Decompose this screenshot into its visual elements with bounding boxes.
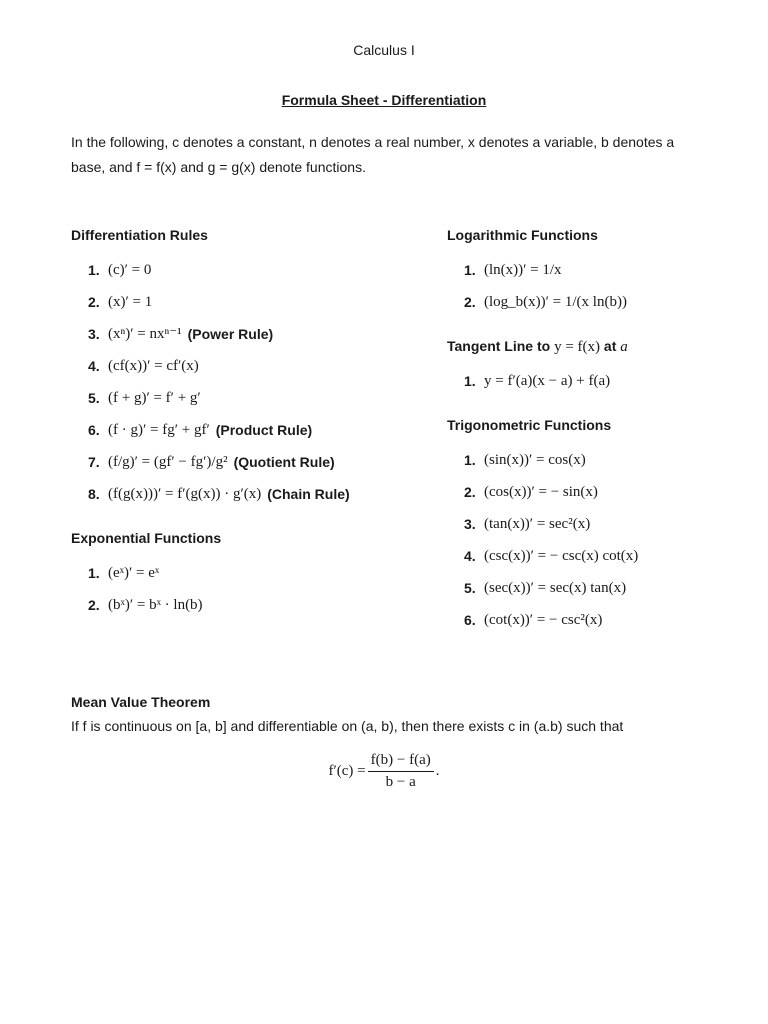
item-number: 6. <box>464 612 476 628</box>
mvt-statement: If f is continuous on [a, b] and differentiable on (a, b), then there exists c in (a.b) such that <box>71 718 624 734</box>
exponential-functions-section <box>71 527 421 621</box>
section-heading: Logarithmic Functions <box>447 227 598 243</box>
formula: (ln(x))′ = 1/x <box>484 262 562 278</box>
rule-name: (Product Rule) <box>215 422 313 438</box>
trigonometric-functions-section <box>447 414 747 636</box>
formula: (cos(x))′ = − sin(x) <box>484 484 598 500</box>
list-item <box>464 476 747 508</box>
item-number: 3. <box>88 326 100 342</box>
intro-paragraph: In the following, c denotes a constant, n denotes a real number, x denotes a variable, b denotes a base, and f = f(x) and g = g(x) denote functions. <box>71 134 675 175</box>
list-item <box>88 318 421 350</box>
rule-name: (Chain Rule) <box>267 486 350 502</box>
list-item <box>88 350 421 382</box>
page-title: Formula Sheet - Differentiation <box>281 92 487 108</box>
list-item <box>464 286 747 318</box>
item-number: 1. <box>464 452 476 468</box>
formula: (f(g(x)))′ = f′(g(x)) · g′(x) <box>108 486 262 502</box>
rule-name: (Power Rule) <box>187 326 274 342</box>
item-number: 2. <box>88 294 100 310</box>
logarithmic-functions-section <box>447 224 747 318</box>
mvt-numerator: f(b) − f(a) <box>368 752 434 772</box>
left-column <box>71 224 421 638</box>
formula: (sec(x))′ = sec(x) tan(x) <box>484 580 627 596</box>
differentiation-rules-section <box>71 224 421 510</box>
item-number: 2. <box>88 597 100 613</box>
item-number: 5. <box>88 390 100 406</box>
section-heading: Exponential Functions <box>71 530 222 546</box>
formula: (csc(x))′ = − csc(x) cot(x) <box>484 548 639 564</box>
formula: (cot(x))′ = − csc²(x) <box>484 612 603 628</box>
formula: (f · g)′ = fg′ + gf′ <box>108 422 210 438</box>
item-number: 2. <box>464 294 476 310</box>
list-item <box>88 446 421 478</box>
list-item <box>88 414 421 446</box>
item-number: 2. <box>464 484 476 500</box>
item-number: 8. <box>88 486 100 502</box>
list-item <box>464 444 747 476</box>
rule-name: (Quotient Rule) <box>233 454 335 470</box>
formula: y = f′(a)(x − a) + f(a) <box>484 373 611 389</box>
mvt-fraction <box>368 752 434 791</box>
list-item <box>88 254 421 286</box>
formula: (tan(x))′ = sec²(x) <box>484 516 591 532</box>
section-heading <box>447 335 747 357</box>
item-number: 1. <box>88 565 100 581</box>
list-item <box>464 540 747 572</box>
list-item <box>464 604 747 636</box>
list-item <box>464 365 747 397</box>
item-number: 1. <box>464 262 476 278</box>
item-number: 1. <box>88 262 100 278</box>
formula: (log_b(x))′ = 1/(x ln(b)) <box>484 294 627 310</box>
item-number: 3. <box>464 516 476 532</box>
list-item <box>464 508 747 540</box>
formula: (xⁿ)′ = nxⁿ⁻¹ <box>108 326 182 342</box>
section-heading: Differentiation Rules <box>71 227 208 243</box>
heading-math: y = f(x) <box>554 339 601 355</box>
heading-prefix: Tangent Line to <box>447 338 551 354</box>
item-number: 6. <box>88 422 100 438</box>
tangent-line-section <box>447 335 747 397</box>
mvt-denominator: b − a <box>385 774 416 790</box>
formula: (sin(x))′ = cos(x) <box>484 452 586 468</box>
differentiation-rules-list <box>71 254 421 510</box>
list-item <box>88 589 421 621</box>
mvt-period: . <box>435 763 440 779</box>
heading-mid: at <box>603 338 617 354</box>
formula: (eˣ)′ = eˣ <box>108 565 160 581</box>
right-column <box>447 224 747 653</box>
tangent-line-list <box>447 365 747 397</box>
logarithmic-functions-list <box>447 254 747 318</box>
item-number: 1. <box>464 373 476 389</box>
formula: (c)′ = 0 <box>108 262 152 278</box>
mvt-formula <box>0 752 768 791</box>
formula: (bˣ)′ = bˣ · ln(b) <box>108 597 203 613</box>
list-item <box>88 478 421 510</box>
formula: (x)′ = 1 <box>108 294 153 310</box>
item-number: 4. <box>88 358 100 374</box>
mvt-lhs: f′(c) = <box>328 763 366 779</box>
list-item <box>88 286 421 318</box>
item-number: 4. <box>464 548 476 564</box>
course-name: Calculus I <box>353 42 415 58</box>
formula: (f + g)′ = f′ + g′ <box>108 390 201 406</box>
exponential-functions-list <box>71 557 421 621</box>
list-item <box>88 382 421 414</box>
formula: (f/g)′ = (gf′ − fg′)/g² <box>108 454 228 470</box>
list-item <box>464 572 747 604</box>
trigonometric-functions-list <box>447 444 747 636</box>
formula: (cf(x))′ = cf′(x) <box>108 358 199 374</box>
heading-point: a <box>620 339 628 355</box>
item-number: 7. <box>88 454 100 470</box>
list-item <box>88 557 421 589</box>
section-heading: Trigonometric Functions <box>447 417 612 433</box>
item-number: 5. <box>464 580 476 596</box>
list-item <box>464 254 747 286</box>
mvt-heading: Mean Value Theorem <box>71 694 211 710</box>
